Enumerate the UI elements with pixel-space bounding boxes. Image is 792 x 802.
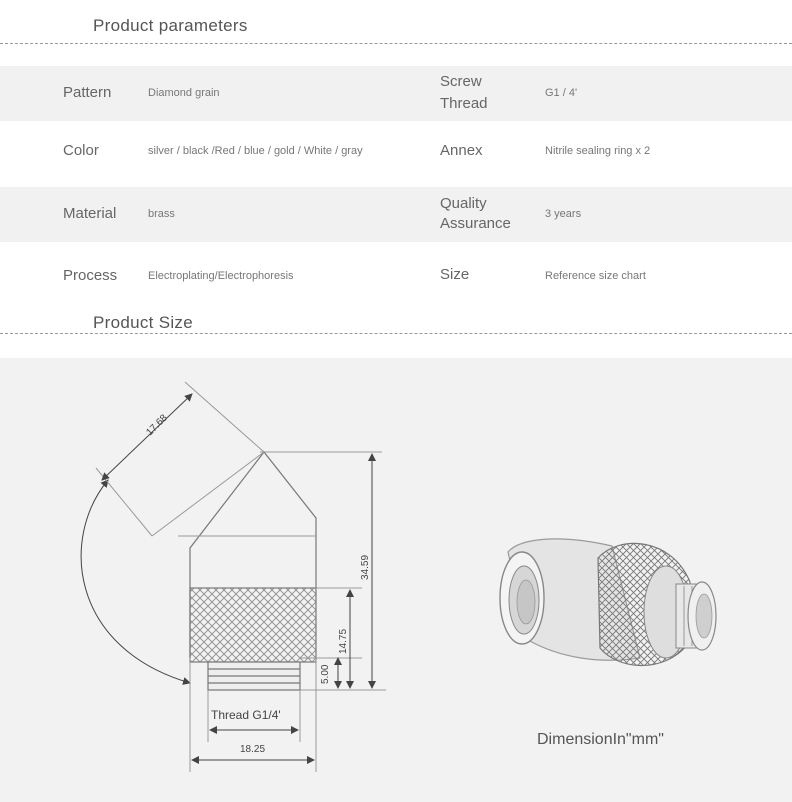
param-label-2-line1: Screw — [440, 73, 482, 90]
width-dimension-label: 18.25 — [240, 744, 266, 755]
param-label: Color — [63, 142, 99, 159]
param-row-material — [0, 187, 792, 242]
dimension-label-34-59: 34.59 — [360, 554, 371, 580]
param-value-2: Reference size chart — [545, 270, 646, 282]
size-diagram — [0, 358, 792, 802]
param-value-2: 3 years — [545, 208, 582, 220]
param-label-2-line2: Thread — [440, 95, 488, 112]
param-value: brass — [148, 208, 175, 220]
dimension-label-14-75: 14.75 — [338, 628, 349, 654]
param-label-2-line1: Quality — [440, 195, 487, 212]
param-label: Process — [63, 267, 118, 284]
param-label-2: Annex — [440, 142, 483, 159]
param-row-process — [0, 242, 792, 308]
param-label-2: Size — [440, 266, 470, 283]
technical-drawing — [0, 358, 792, 802]
size-heading: Product Size — [93, 313, 193, 332]
param-value: silver / black /Red / blue / gold / White / gray — [148, 145, 363, 157]
dimension-label-17-68: 17.68 — [144, 412, 170, 439]
param-value-2: G1 / 4' — [545, 87, 578, 99]
divider-size — [0, 333, 792, 334]
divider-top — [0, 43, 792, 44]
param-value: Diamond grain — [148, 87, 220, 99]
fitting-outline-drawing — [152, 452, 316, 690]
param-label: Pattern — [63, 84, 112, 101]
param-row-pattern — [0, 66, 792, 121]
thread-label: Thread G1/4' — [211, 708, 281, 722]
param-label-2-line2: Assurance — [440, 215, 511, 232]
parameters-heading: Product parameters — [93, 16, 248, 35]
param-value: Electroplating/Electrophoresis — [148, 270, 294, 282]
param-label: Material — [63, 205, 117, 222]
param-row-color — [0, 121, 792, 187]
param-value-2: Nitrile sealing ring x 2 — [545, 145, 651, 157]
fitting-3d-illustration — [500, 539, 716, 666]
dimension-label-5-00: 5.00 — [320, 664, 331, 684]
dimension-caption: DimensionIn"mm" — [537, 731, 664, 748]
